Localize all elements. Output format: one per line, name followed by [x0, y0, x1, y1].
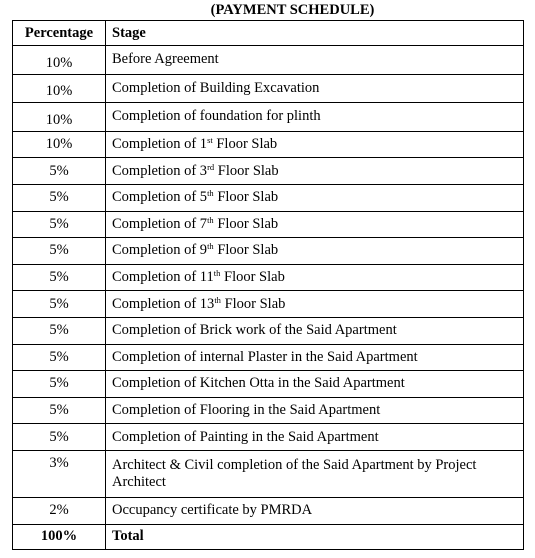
- table-row: [13, 184, 524, 211]
- percentage-column-header: Percentage: [13, 21, 106, 46]
- percentage-cell: 2%: [13, 497, 106, 524]
- stage-text: Completion of 7: [112, 215, 208, 232]
- stage-cell: Architect & Civil completion of the Said Apartment by Project Architect: [106, 450, 524, 497]
- stage-text: Floor Slab: [214, 162, 279, 179]
- ordinal-suffix: th: [207, 241, 214, 252]
- table-row: [13, 103, 524, 132]
- stage-text: Completion of 11: [112, 269, 214, 286]
- percentage-cell: 10%: [13, 103, 106, 132]
- stage-cell: [106, 264, 524, 291]
- stage-text: Completion of 5: [112, 189, 208, 206]
- table-row: [13, 450, 524, 497]
- ordinal-suffix: th: [207, 188, 214, 199]
- total-label-cell: Total: [106, 524, 524, 549]
- table-row: [13, 211, 524, 238]
- stage-cell: [106, 211, 524, 238]
- ordinal-suffix: th: [207, 214, 214, 225]
- percentage-cell: 3%: [13, 450, 106, 497]
- table-row: [13, 424, 524, 451]
- table-header-row: [13, 21, 524, 46]
- table-row: [13, 131, 524, 158]
- table-row: [13, 74, 524, 103]
- stage-text: Completion of 9: [112, 242, 208, 259]
- percentage-cell: 5%: [13, 344, 106, 371]
- percentage-cell: 5%: [13, 184, 106, 211]
- page-title: (PAYMENT SCHEDULE): [210, 2, 375, 18]
- total-row: [13, 524, 524, 549]
- percentage-cell: 10%: [13, 74, 106, 103]
- stage-cell: Completion of Flooring in the Said Apartment: [106, 397, 524, 424]
- table-row: [13, 291, 524, 318]
- total-percentage-cell: 100%: [13, 524, 106, 549]
- percentage-cell: 10%: [13, 131, 106, 158]
- ordinal-suffix: rd: [207, 161, 215, 172]
- ordinal-suffix: th: [214, 294, 221, 305]
- stage-cell: Before Agreement: [106, 46, 524, 75]
- ordinal-suffix: th: [213, 268, 221, 279]
- payment-schedule-table: [12, 20, 524, 550]
- percentage-cell: 5%: [13, 158, 106, 185]
- stage-cell: Completion of foundation for plinth: [106, 103, 524, 132]
- stage-cell: Completion of Building Excavation: [106, 74, 524, 103]
- stage-cell: [106, 184, 524, 211]
- table-row: [13, 238, 524, 265]
- stage-cell: Completion of Kitchen Otta in the Said Apartment: [106, 371, 524, 398]
- ordinal-suffix: st: [207, 135, 213, 146]
- percentage-cell: 5%: [13, 397, 106, 424]
- table-row: [13, 371, 524, 398]
- stage-cell: Completion of Painting in the Said Apartment: [106, 424, 524, 451]
- table-row: [13, 397, 524, 424]
- stage-cell: Occupancy certificate by PMRDA: [106, 497, 524, 524]
- stage-text: Floor Slab: [213, 215, 279, 232]
- percentage-cell: 5%: [13, 317, 106, 344]
- stage-cell: [106, 238, 524, 265]
- stage-text: Floor Slab: [220, 295, 286, 312]
- stage-cell: [106, 131, 524, 158]
- percentage-cell: 5%: [13, 371, 106, 398]
- table-row: [13, 497, 524, 524]
- stage-text: Floor Slab: [220, 269, 285, 286]
- percentage-cell: 5%: [13, 211, 106, 238]
- stage-cell: [106, 291, 524, 318]
- stage-cell: Completion of Brick work of the Said Apartment: [106, 317, 524, 344]
- stage-cell: Completion of internal Plaster in the Said Apartment: [106, 344, 524, 371]
- stage-text: Floor Slab: [213, 189, 279, 206]
- percentage-cell: 5%: [13, 264, 106, 291]
- table-row: [13, 158, 524, 185]
- stage-text: Completion of 1: [112, 136, 208, 153]
- stage-text: Floor Slab: [212, 136, 278, 153]
- table-row: [13, 264, 524, 291]
- stage-column-header: Stage: [106, 21, 524, 46]
- percentage-cell: 5%: [13, 424, 106, 451]
- table-row: [13, 344, 524, 371]
- stage-text: Completion of 3: [112, 162, 208, 179]
- percentage-cell: 5%: [13, 291, 106, 318]
- percentage-cell: 5%: [13, 238, 106, 265]
- table-row: [13, 317, 524, 344]
- percentage-cell: 10%: [13, 46, 106, 75]
- stage-cell: [106, 158, 524, 185]
- table-row: [13, 46, 524, 75]
- stage-text: Floor Slab: [213, 242, 279, 259]
- stage-text: Completion of 13: [112, 295, 215, 312]
